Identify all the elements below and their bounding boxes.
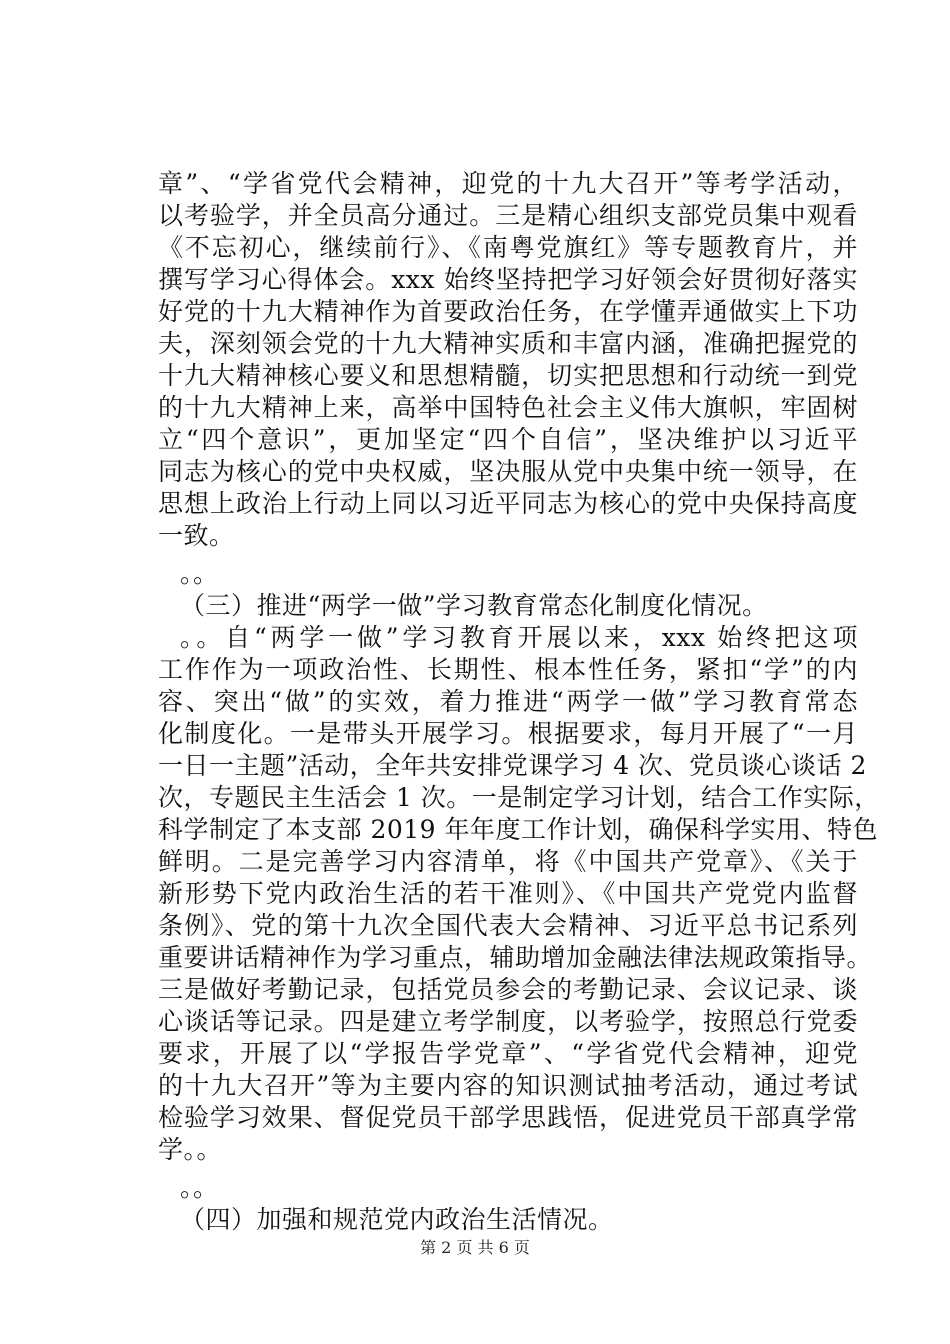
paragraph-line: 次，专题民主生活会 1 次。一是制定学习计划，结合工作实际， bbox=[158, 783, 880, 812]
paragraph-line: 心谈话等记录。四是建立考学制度，以考验学，按照总行党委 bbox=[158, 1007, 858, 1036]
paragraph-line: 章”、“学省党代会精神，迎党的十九大召开”等考学活动， bbox=[158, 169, 858, 198]
paragraph-line: 新形势下党内政治生活的若干准则》、《中国共产党党内监督 bbox=[158, 879, 858, 908]
page-number: 第 2 页 共 6 页 bbox=[420, 1238, 530, 1257]
document-body bbox=[158, 168, 880, 1236]
paragraph-line: 。。自“两学一做”学习教育开展以来，xxx 始终把这项 bbox=[180, 623, 858, 652]
paragraph-line: 《不忘初心，继续前行》、《南粤党旗红》等专题教育片，并 bbox=[158, 233, 858, 262]
section-heading: （三）推进“两学一做”学习教育常态化制度化情况。 bbox=[180, 591, 768, 620]
paragraph-line: 。。 bbox=[180, 1173, 219, 1202]
paragraph-line: 容、突出“做”的实效，着力推进“两学一做”学习教育常态 bbox=[158, 687, 858, 716]
paragraph-line: 的十九大召开”等为主要内容的知识测试抽考活动，通过考试 bbox=[158, 1071, 858, 1100]
paragraph-line: 学。。 bbox=[158, 1135, 223, 1164]
paragraph-line: 鲜明。二是完善学习内容清单，将《中国共产党章》、《关于 bbox=[158, 847, 858, 876]
paragraph-line: 三是做好考勤记录，包括党员参会的考勤记录、会议记录、谈 bbox=[158, 975, 858, 1004]
paragraph-line: 十九大精神核心要义和思想精髓，切实把思想和行动统一到党 bbox=[158, 361, 858, 390]
paragraph-line: 科学制定了本支部 2019 年年度工作计划，确保科学实用、特色 bbox=[158, 815, 879, 844]
paragraph-line: 工作作为一项政治性、长期性、根本性任务，紧扣“学”的内 bbox=[158, 655, 858, 684]
paragraph-line: 撰写学习心得体会。xxx 始终坚持把学习好领会好贯彻好落实 bbox=[158, 265, 858, 294]
paragraph-line: 检验学习效果、督促党员干部学思践悟，促进党员干部真学常 bbox=[158, 1103, 858, 1132]
paragraph-line: 重要讲话精神作为学习重点，辅助增加金融法律法规政策指导。 bbox=[158, 943, 873, 972]
paragraph-line: 一日一主题”活动，全年共安排党课学习 4 次、党员谈心谈话 2 bbox=[158, 751, 867, 780]
paragraph-line: 同志为核心的党中央权威，坚决服从党中央集中统一领导，在 bbox=[158, 457, 858, 486]
paragraph-line: 好党的十九大精神作为首要政治任务，在学懂弄通做实上下功 bbox=[158, 297, 858, 326]
paragraph-line: 。。 bbox=[180, 559, 219, 588]
paragraph-line: 以考验学，并全员高分通过。三是精心组织支部党员集中观看 bbox=[158, 201, 858, 230]
page-footer bbox=[0, 1238, 950, 1258]
section-heading: （四）加强和规范党内政治生活情况。 bbox=[180, 1205, 614, 1234]
paragraph-line: 的十九大精神上来，高举中国特色社会主义伟大旗帜，牢固树 bbox=[158, 393, 858, 422]
paragraph-line: 化制度化。一是带头开展学习。根据要求，每月开展了“一月 bbox=[158, 719, 858, 748]
paragraph-line: 夫，深刻领会党的十九大精神实质和丰富内涵，准确把握党的 bbox=[158, 329, 858, 358]
paragraph-line: 立“四个意识”，更加坚定“四个自信”，坚决维护以习近平 bbox=[158, 425, 858, 454]
paragraph-line: 要求，开展了以“学报告学党章”、“学省党代会精神，迎党 bbox=[158, 1039, 858, 1068]
paragraph-line: 条例》、党的第十九次全国代表大会精神、习近平总书记系列 bbox=[158, 911, 858, 940]
paragraph-line: 思想上政治上行动上同以习近平同志为核心的党中央保持高度 bbox=[158, 489, 858, 518]
paragraph-line: 一致。 bbox=[158, 521, 235, 550]
